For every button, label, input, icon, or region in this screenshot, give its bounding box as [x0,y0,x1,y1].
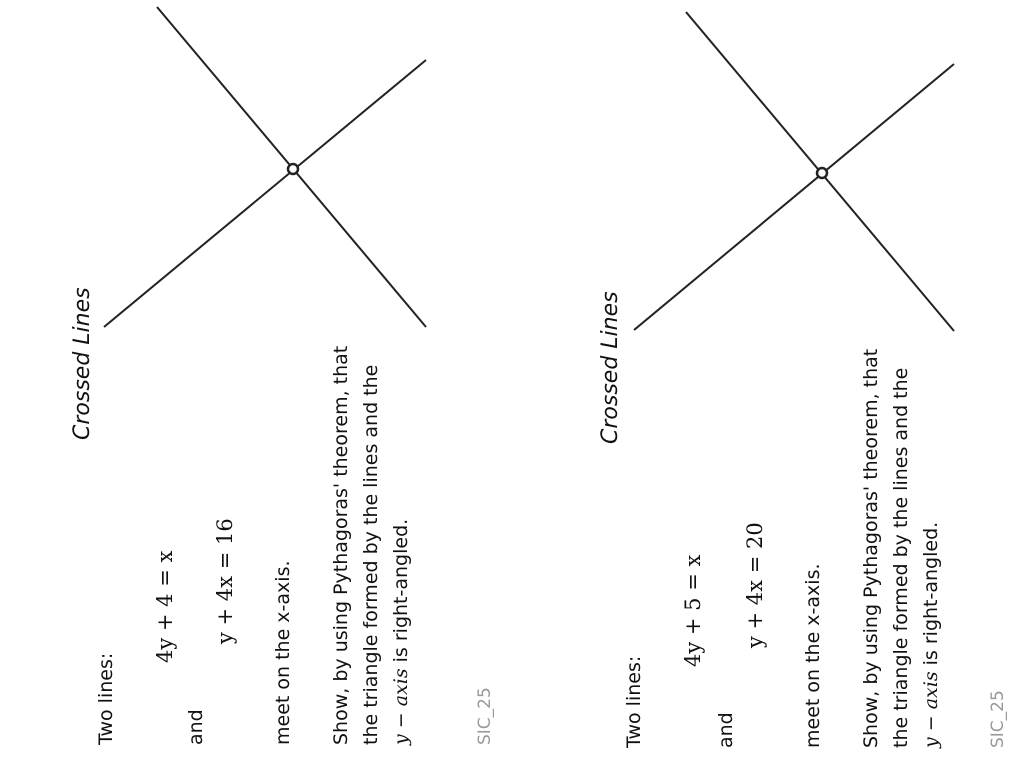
intro-label: Two lines: [623,655,645,748]
question-line-3 [916,349,946,748]
intersection-point [817,168,827,178]
y-axis-term: y − axis [390,668,412,745]
equation-1: 4y + 4 = x [153,550,177,663]
intersection-point [288,164,298,174]
question-line-1: Show, by using Pythagoras' theorem, that [330,345,352,745]
worksheet-code: SIC_25 [475,687,495,745]
question-text [856,349,946,748]
equation-2: y + 4x = 20 [743,522,767,648]
question-line-3-rest: is right-angled. [920,521,942,672]
y-axis-term: y − axis [920,671,942,748]
worksheet-code: SIC_25 [988,690,1008,748]
equation-2: y + 4x = 16 [213,518,237,644]
question-line-1: Show, by using Pythagoras' theorem, that [860,348,882,748]
meet-statement: meet on the x-axis. [272,560,294,745]
conjunction-label: and [715,712,737,748]
intro-label: Two lines: [95,652,117,745]
diagram-line-b [104,60,426,327]
card-title: Crossed Lines [598,291,623,444]
question-text [326,346,416,745]
meet-statement: meet on the x-axis. [802,563,824,748]
conjunction-label: and [185,709,207,745]
question-line-2: the triangle formed by the lines and the [360,364,382,745]
diagram-line-b [634,64,954,330]
question-line-2: the triangle formed by the lines and the [890,367,912,748]
equation-1: 4y + 5 = x [681,554,705,667]
worksheet-card-2 [528,0,1024,768]
question-line-3 [386,346,416,745]
question-line-3-rest: is right-angled. [390,518,412,669]
card-title: Crossed Lines [70,287,95,440]
